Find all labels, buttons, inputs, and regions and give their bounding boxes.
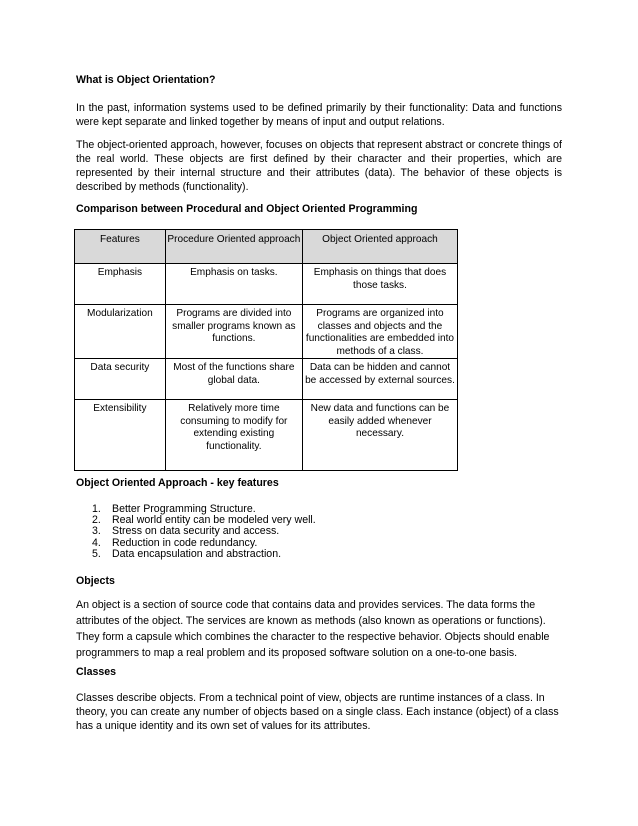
list-item-text: Data encapsulation and abstraction.: [112, 547, 282, 560]
table-cell: Programs are divided into smaller programs known as functions.: [165, 305, 302, 359]
paragraph-objects: An object is a section of source code that contains data and provides services. The data forms the attributes of the object. The services are known as methods (also known as operations or functions). They form a capsule which combines the character to the respective behavior. Objects should enable programmers to map a real problem and its proposed software solution on a one-to-one basis.: [76, 599, 550, 659]
list-item-text: Reduction in code redundancy.: [112, 536, 258, 549]
paragraph-classes: Classes describe objects. From a technical point of view, objects are runtime instances of a class. In theory, you can create any number of objects based on a single class. Each instance (object) of a class has a unique identity and its own set of values for its attributes.: [76, 692, 559, 732]
table-cell: Extensibility: [75, 400, 166, 471]
table-cell: New data and functions can be easily added whenever necessary.: [302, 400, 457, 471]
table-cell: Programs are organized into classes and objects and the functionalities are embedded into methods of a class.: [302, 305, 457, 359]
table-row: [75, 305, 458, 359]
heading-what-is-oo: What is Object Orientation?: [76, 74, 216, 86]
key-features-list: [76, 504, 316, 560]
paragraph-oo-approach: The object-oriented approach, however, focuses on objects that represent abstract or concrete things of the real world. These objects are first defined by their character and their properties, which are represented by their internal structure and their attributes (data). The behavior of these objects is described by methods (functionality).: [76, 139, 562, 193]
heading-classes: Classes: [76, 666, 117, 678]
list-item-text: Stress on data security and access.: [112, 525, 280, 538]
table-cell: Data can be hidden and cannot be accessed by external sources.: [302, 359, 457, 400]
table-header-cell: Features: [75, 230, 166, 264]
heading-key-features: Object Oriented Approach - key features: [76, 477, 279, 489]
table-header-cell: Procedure Oriented approach: [165, 230, 302, 264]
list-item-number: 4.: [92, 536, 101, 549]
list-item-number: 1.: [92, 503, 101, 515]
table-cell: Emphasis: [75, 264, 166, 305]
list-item-number: 5.: [92, 547, 101, 560]
list-item-number: 2.: [92, 514, 101, 527]
list-item: [76, 549, 316, 560]
table-cell: Relatively more time consuming to modify for extending existing functionality.: [165, 400, 302, 471]
table-header-row: [75, 230, 458, 264]
table-row: [75, 359, 458, 400]
table-cell: Emphasis on tasks.: [165, 264, 302, 305]
table-cell: Most of the functions share global data.: [165, 359, 302, 400]
table-row: [75, 264, 458, 305]
table-row: [75, 400, 458, 471]
comparison-table: [74, 229, 458, 471]
table-cell: Emphasis on things that does those tasks.: [302, 264, 457, 305]
list-item-text: Better Programming Structure.: [112, 503, 256, 515]
table-header-cell: Object Oriented approach: [302, 230, 457, 264]
heading-comparison: Comparison between Procedural and Object Oriented Programming: [76, 203, 418, 215]
table-cell: Modularization: [75, 305, 166, 359]
heading-objects: Objects: [76, 575, 115, 587]
list-item-text: Real world entity can be modeled very well.: [112, 514, 316, 527]
table-cell: Data security: [75, 359, 166, 400]
list-item-number: 3.: [92, 525, 101, 538]
paragraph-oo-intro: In the past, information systems used to be defined primarily by their functionality: Data and functions were kept separate and linked together by means of input and output relations.: [76, 102, 562, 128]
